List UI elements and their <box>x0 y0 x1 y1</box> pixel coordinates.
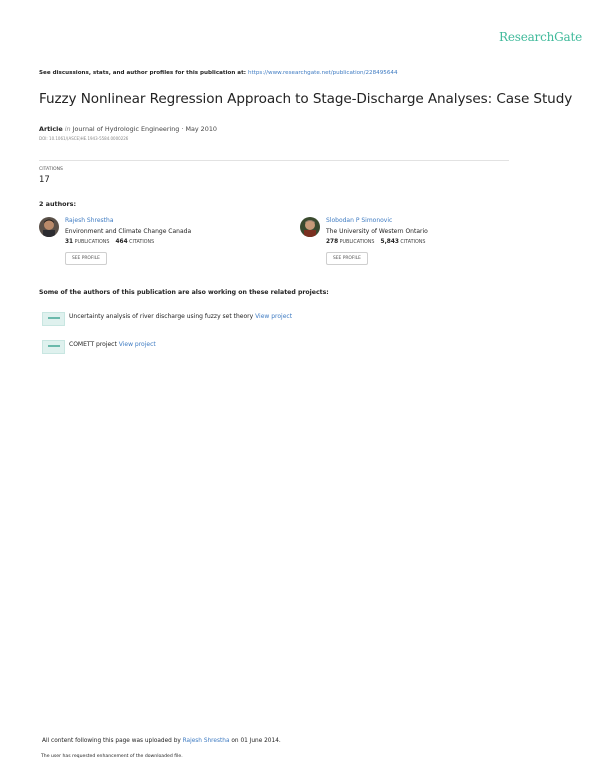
citations-count: 17 <box>39 175 50 185</box>
uploader-link[interactable]: Rajesh Shrestha <box>182 738 230 744</box>
publication-url-link[interactable]: https://www.researchgate.net/publication/228495644 <box>247 70 398 76</box>
related-projects-heading: Some of the authors of this publication are also working on these related projects: <box>39 289 329 296</box>
author-avatar-1[interactable] <box>39 217 59 237</box>
divider <box>39 160 509 161</box>
author-publications-count-1: 31 <box>65 239 74 245</box>
project-title-2: COMETT project <box>69 341 117 348</box>
see-discussions-text: See discussions, stats, and author profiles for this publication at: <box>39 70 246 76</box>
project-icon <box>42 312 65 326</box>
project-item-2 <box>69 341 156 348</box>
article-type: Article <box>39 125 63 133</box>
see-profile-button-1[interactable]: SEE PROFILE <box>65 252 107 265</box>
author-name-2[interactable]: Slobodan P Simonovic <box>326 217 393 224</box>
paper-title: Fuzzy Nonlinear Regression Approach to Stage-Discharge Analyses: Case Study <box>39 91 573 107</box>
article-in-word: in <box>64 125 71 133</box>
enhancement-note: The user has requested enhancement of the downloaded file. <box>41 754 183 759</box>
upload-prefix: All content following this page was uploaded by <box>42 738 181 744</box>
doi: DOI: 10.1061/(ASCE)HE.1943-5584.0000226 <box>39 136 129 141</box>
author-photo-icon <box>300 217 320 237</box>
project-item-1 <box>69 313 292 320</box>
author-citations-count-2: 5,843 <box>380 239 399 245</box>
author-publications-label-2: PUBLICATIONS <box>339 240 375 245</box>
author-avatar-2[interactable] <box>300 217 320 237</box>
author-stats-2 <box>326 239 425 245</box>
author-publications-label-1: PUBLICATIONS <box>74 240 110 245</box>
author-name-1[interactable]: Rajesh Shrestha <box>65 217 114 224</box>
author-institution-1: Environment and Climate Change Canada <box>65 228 192 235</box>
project-title-1: Uncertainty analysis of river discharge using fuzzy set theory <box>69 313 254 320</box>
researchgate-logo[interactable]: ResearchGate <box>499 30 583 44</box>
authors-heading: 2 authors: <box>39 200 77 208</box>
project-icon <box>42 340 65 354</box>
author-citations-label-2: CITATIONS <box>400 240 426 245</box>
author-photo-icon <box>39 217 59 237</box>
view-project-link-1[interactable]: View project <box>255 313 293 320</box>
author-institution-2: The University of Western Ontario <box>326 228 428 235</box>
view-project-link-2[interactable]: View project <box>118 341 156 348</box>
author-citations-count-1: 464 <box>115 239 128 245</box>
upload-suffix: on 01 June 2014. <box>231 738 281 744</box>
see-discussions-line <box>39 70 398 76</box>
upload-footer <box>42 738 281 744</box>
author-publications-count-2: 278 <box>326 239 339 245</box>
journal-date: Journal of Hydrologic Engineering · May 2010 <box>72 125 217 133</box>
citations-label: CITATIONS <box>39 167 63 172</box>
author-citations-label-1: CITATIONS <box>129 240 155 245</box>
author-stats-1 <box>65 239 154 245</box>
article-info <box>39 125 217 133</box>
see-profile-button-2[interactable]: SEE PROFILE <box>326 252 368 265</box>
